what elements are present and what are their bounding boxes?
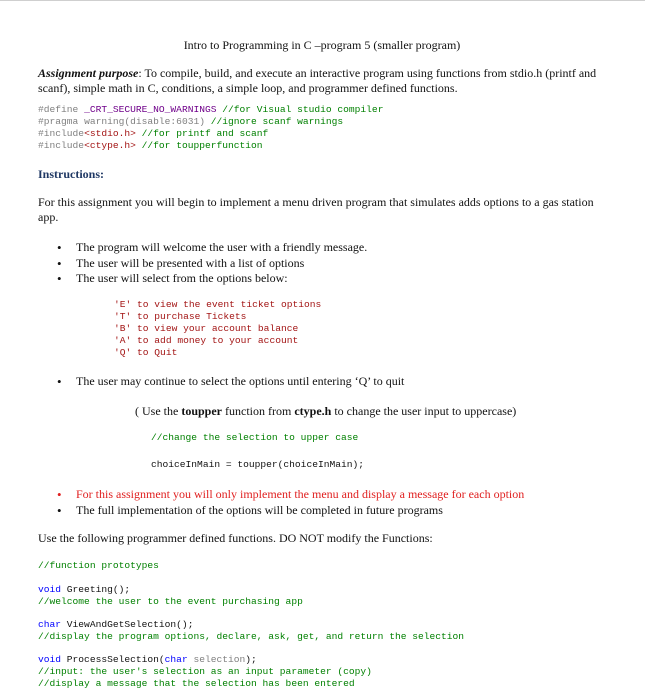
menu-option-line: 'Q' to Quit [114, 347, 178, 358]
bullet-list-1 [38, 240, 367, 287]
bullet-list-2 [38, 374, 404, 390]
process-selection-prototype: void ProcessSelection(char selection); //input: the user's selection as an input parameter (copy) //display a message that the selection has been entered [38, 654, 372, 689]
purpose-label: Assignment purpose [38, 66, 139, 80]
intro-paragraph: For this assignment you will begin to implement a menu driven program that simulates adds options to a gas station app. [38, 195, 594, 224]
functions-intro: Use the following programmer defined functions. DO NOT modify the Functions: [38, 531, 433, 545]
view-selection-prototype: char ViewAndGetSelection(); //display the program options, declare, ask, get, and return the selection [38, 619, 465, 642]
toupper-note: ( Use the toupper function from ctype.h to change the user input to uppercase) [135, 404, 517, 418]
code-comment-upper: //change the selection to upper case [151, 432, 359, 443]
list-item: • The user may continue to select the options until entering ‘Q’ to quit [38, 374, 404, 390]
menu-options-code [114, 299, 321, 359]
menu-option-line: 'B' to view your account balance [114, 323, 299, 334]
bullet-list-3 [38, 487, 524, 518]
include-stdio-line: #include<stdio.h> //for printf and scanf [38, 128, 269, 139]
instructions-heading: Instructions: [38, 167, 105, 181]
list-item: • The user will select from the options below: [38, 271, 367, 287]
list-item: • The program will welcome the user with a friendly message. [38, 240, 367, 256]
code-toupper-line: choiceInMain = toupper(choiceInMain); [151, 459, 365, 470]
top-border [0, 0, 645, 1]
include-ctype-line: #include<ctype.h> //for toupperfunction [38, 140, 263, 151]
purpose-text: : To compile, build, and execute an interactive program using functions from stdio.h (printf and scanf), simple math in C, conditions, a simple loop, and programmer defined functions. [38, 66, 597, 95]
prototypes-header: //function prototypes [38, 560, 159, 571]
assignment-purpose [38, 66, 608, 96]
pragma-line: #pragma warning(disable:6031) //ignore scanf warnings [38, 116, 344, 127]
menu-option-line: 'A' to add money to your account [114, 335, 299, 346]
page-title: Intro to Programming in C –program 5 (smaller program) [183, 38, 461, 52]
list-item: • The full implementation of the options will be completed in future programs [38, 503, 524, 519]
define-line: #define _CRT_SECURE_NO_WARNINGS //for Visual studio compiler [38, 104, 384, 115]
greeting-prototype: void Greeting(); //welcome the user to the event purchasing app [38, 584, 303, 607]
header-code-block [38, 104, 383, 152]
list-item: • The user will be presented with a list of options [38, 256, 367, 272]
list-item: • For this assignment you will only implement the menu and display a message for each option [38, 487, 524, 503]
menu-option-line: 'E' to view the event ticket options [114, 299, 322, 310]
menu-option-line: 'T' to purchase Tickets [114, 311, 247, 322]
